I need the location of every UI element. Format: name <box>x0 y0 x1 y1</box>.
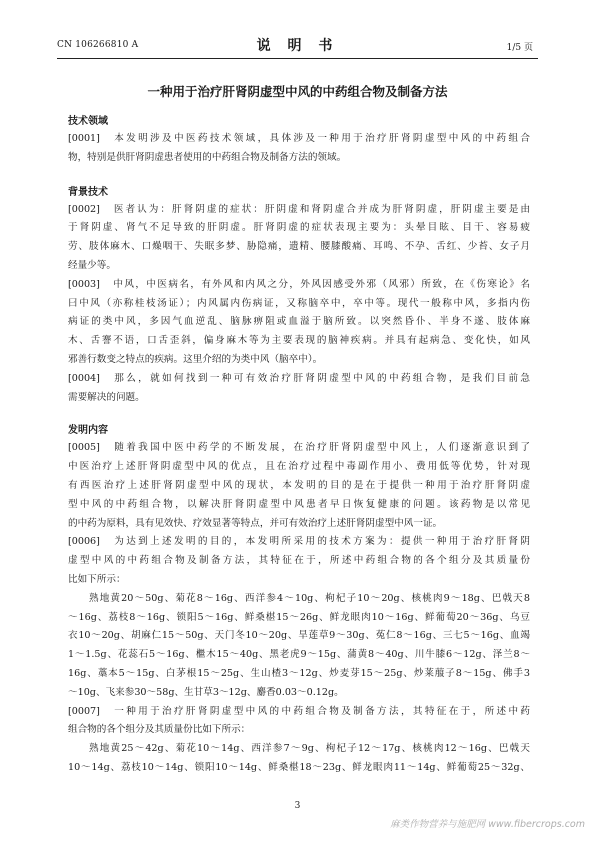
document-title: 一种用于治疗肝肾阴虚型中风的中药组合物及制备方法 <box>147 84 448 99</box>
paragraph-0006 <box>68 533 530 589</box>
paragraph-line: 本发明涉及中医药技术领域，具体涉及一种用于治疗肝肾阴虚型中风的中药组合 <box>111 133 530 144</box>
paragraph-line: 型中风的中药组合物，以解决肝肾阴虚型中风患者早日恢复健康的问题。该药物是以常见 <box>68 498 530 510</box>
paragraph-line: 木、舌謇不语，口舌歪斜，偏身麻木等为主要表现的脑神疾病。并具有起病急、变化快，如风 <box>68 335 530 347</box>
paragraph-number: [0001] <box>68 133 100 144</box>
formula-line: 熟地黄20～50g、菊花8～16g、西洋参4～10g、枸杞子10～20g、核桃肉9～18g、巴戟天8 <box>89 592 530 604</box>
formula-line: ～16g、荔枝8～16g、锁阳5～16g、鲜桑椹15～26g、鲜龙眼肉10～16g、鲜葡萄20～36g、乌豆 <box>68 611 530 623</box>
patent-number: CN 106266810 A <box>57 40 139 50</box>
formula-line: 衣10～20g、胡麻仁15～50g、天门冬10～20g、旱莲草9～30g、菟仁8～16g、三七5～16g、血竭 <box>68 630 530 642</box>
paragraph-line: 中风，中医病名，有外风和内风之分，外风因感受外邪（风邪）所致，在《伤寒论》名 <box>111 278 530 290</box>
paragraph-line: 医者认为：肝肾阴虚的症状：肝阴虚和肾阴虚合并成为肝肾阴虚，肝阴虚主要是由 <box>111 203 530 215</box>
paragraph-line: 比如下所示： <box>68 573 126 585</box>
paragraph-line: 中医治疗上述肝肾阴虚型中风的优点，且在治疗过程中毒副作用小、费用低等优势，针对现 <box>68 461 530 473</box>
paragraph-number: [0006] <box>68 536 100 548</box>
paragraph-0003 <box>68 276 530 370</box>
paragraph-line: 于肾阴虚、肾气不足导致的肝阴虚。肝肾阴虚的症状表现主要为：头晕目眩、目干、容易疲 <box>68 222 530 234</box>
paragraph-0005 <box>68 439 530 533</box>
paragraph-line: 一种用于治疗肝肾阴虚型中风的中药组合物及制备方法，其特征在于，所述中药 <box>111 705 530 717</box>
paragraph-number: [0007] <box>68 705 100 717</box>
document-type-heading: 说 明 书 <box>256 38 339 54</box>
paragraph-line: 虚型中风的中药组合物及制备方法，其特征在于，所述中药组合物的各个组分及其质量份 <box>68 555 530 567</box>
paragraph-line: 组合物的各个组分及其质量份比如下所示： <box>68 724 251 736</box>
section-heading-invention: 发明内容 <box>68 425 108 437</box>
paragraph-line: 经量少等。 <box>68 259 116 271</box>
paragraph-line: 需要解决的问题。 <box>68 391 145 403</box>
paragraph-line: 病证的类中风，多因气血逆乱、脑脉痹阻或血溢于脑所致。以突然昏仆、半身不遂、肢体麻 <box>68 316 530 328</box>
paragraph-line: 曰中风（亦称桂枝汤证）；内风属内伤病证，又称脑卒中，卒中等。现代一般称中风，多指内伤 <box>68 297 530 309</box>
header-divider <box>57 58 538 59</box>
paragraph-number: [0003] <box>68 278 100 290</box>
paragraph-number: [0004] <box>68 372 100 384</box>
document-body <box>68 113 530 778</box>
page-indicator: 1/5 页 <box>506 43 533 53</box>
paragraph-line: 的中药为原料，具有见效快、疗效显著等特点，并可有效治疗上述肝肾阴虚型中风一证。 <box>68 517 443 529</box>
formula-line: 10～14g、荔枝10～14g、锁阳10～14g、鲜桑椹18～23g、鲜龙眼肉11～14g、鲜葡萄25～32g、 <box>68 761 530 773</box>
paragraph-number: [0002] <box>68 203 100 215</box>
paragraph-0007 <box>68 703 530 741</box>
formula-line: 1～1.5g、花蕊石5～16g、檵木15～40g、黑老虎9～15g、蒲黄8～40g、川牛膝6～12g、泽兰8～ <box>68 649 530 661</box>
paragraph-0004 <box>68 370 530 408</box>
formula-0007 <box>68 740 530 778</box>
paragraph-line: 有西医治疗上述肝肾阴虚型中风的现状，本发明的目的是在于提供一种用于治疗肝肾阴虚 <box>68 479 530 491</box>
formula-line: ～10g、飞来参30～58g、生甘草3～12g、麝香0.03～0.12g。 <box>68 686 344 698</box>
formula-line: 16g、藁本5～15g、白茅根15～25g、生山楂3～12g、炒麦芽15～25g、炒莱菔子8～15g、佛手3 <box>68 667 530 679</box>
paragraph-line: 为达到上述发明的目的，本发明所采用的技术方案为：提供一种用于治疗肝肾阴 <box>111 536 530 548</box>
paragraph-line: 劳、肢体麻木、口燥咽干、失眠多梦、胁隐痛，遗精、腰膝酸痛、耳鸣、不孕、舌红、少苔、女子月 <box>68 241 530 253</box>
paragraph-number: [0005] <box>68 442 100 454</box>
formula-0006 <box>68 590 530 703</box>
paragraph-line: 邪善行数变之特点的疾病。这里介绍的为类中风（脑卒中）。 <box>68 353 323 365</box>
page-number: 3 <box>294 801 301 811</box>
paragraph-line: 那么，就如何找到一种可有效治疗肝肾阴虚型中风的中药组合物，是我们目前急 <box>111 372 530 384</box>
site-watermark: 麻类作物营养与施肥网 www.fibercrops.com <box>390 819 585 830</box>
formula-line: 熟地黄25～42g、菊花10～14g、西洋参7～9g、枸杞子12～17g、核桃肉12～16g、巴戟天 <box>89 743 530 755</box>
paragraph-0001 <box>68 130 530 168</box>
section-heading-tech-field: 技术领域 <box>68 116 108 127</box>
section-heading-background: 背景技术 <box>68 186 108 198</box>
paragraph-0002 <box>68 201 530 276</box>
paragraph-line: 随着我国中医中药学的不断发展，在治疗肝肾阴虚型中风上，人们逐渐意识到了 <box>111 442 530 454</box>
paragraph-line: 物，特别是供肝肾阴虚患者使用的中药组合物及制备方法的领域。 <box>68 151 347 163</box>
